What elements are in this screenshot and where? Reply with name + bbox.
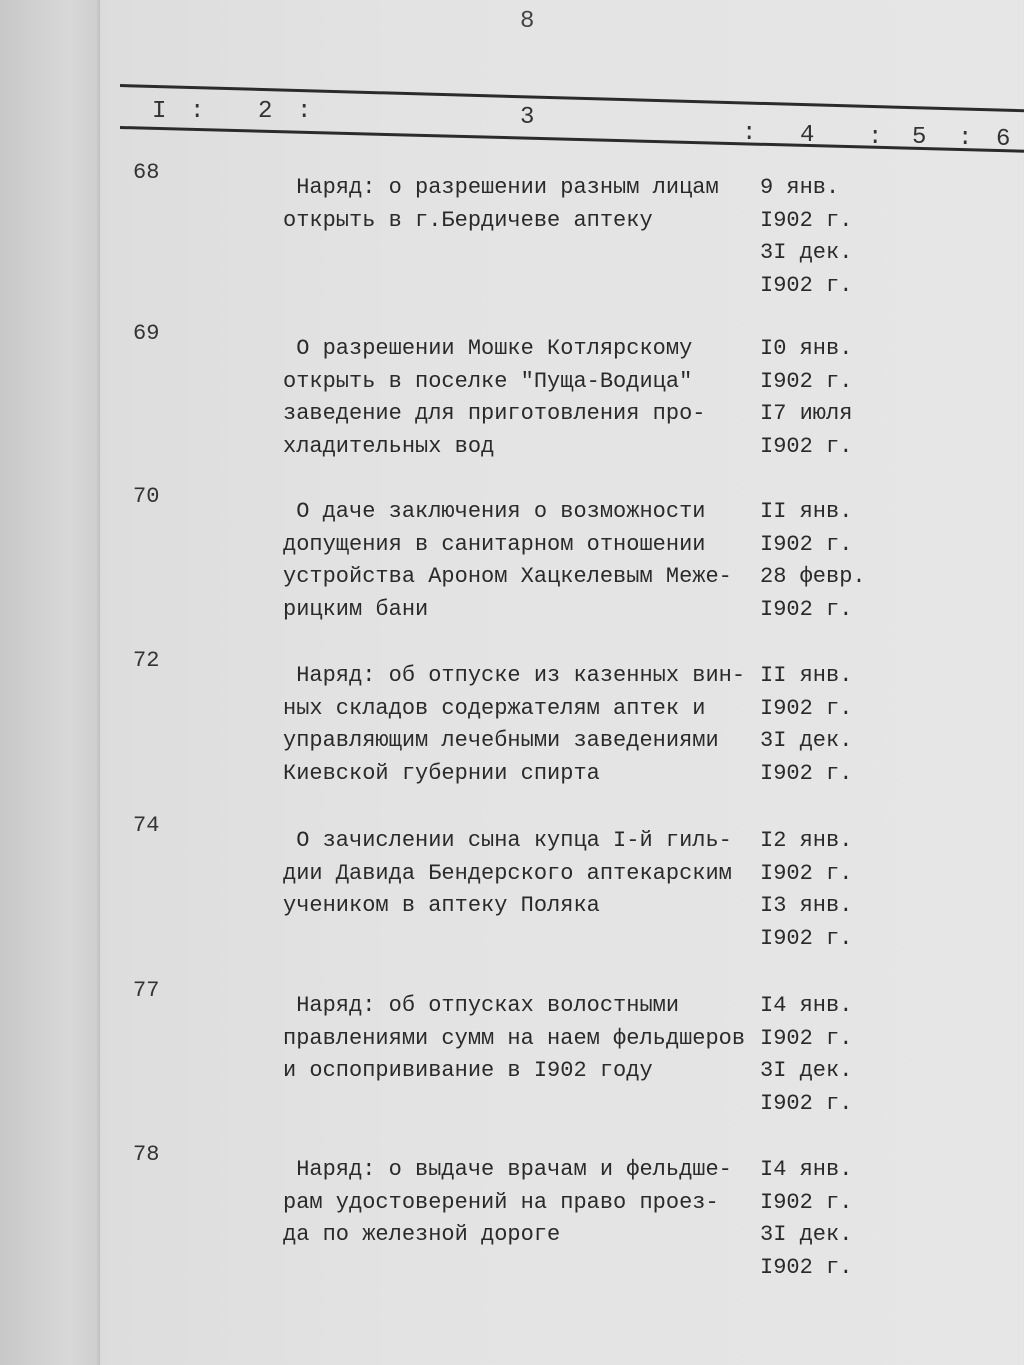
description-line: правлениями сумм на наем фельдшеров [283,1025,746,1051]
date-line: I902 г. [760,1025,853,1051]
date-line: 9 янв. [760,175,840,200]
entry-number: 72 [133,648,160,673]
header-col-2: 2 [258,98,273,125]
description-line: учеником в аптеку Поляка [283,893,600,918]
header-col-1: I [152,98,167,125]
date-line: 3I дек. [760,1058,853,1083]
description-line: допущения в санитарном отношении [283,531,706,557]
description-line: управляющим лечебными заведениями [283,728,719,753]
page-number: 8 [520,8,535,35]
date-line: I3 янв. [760,893,853,918]
header-col-6: 6 [996,126,1011,153]
date-line: I902 г. [760,207,853,233]
description-line: Наряд: об отпуске из казенных вин- [283,663,746,688]
date-line: I4 янв. [760,993,853,1018]
description-line: открыть в г.Бердичеве аптеку [283,207,653,233]
description-line: рицким бани [283,596,429,622]
description-line: и оспопрививание в I902 году [283,1058,653,1083]
entry-description [283,333,753,463]
entry-dates [760,333,852,463]
date-line: I902 г. [760,596,853,622]
facing-page-edge [0,0,100,1365]
header-col-4: 4 [800,122,815,149]
header-sep: : [958,125,973,152]
description-line: ных складов содержателям аптек и [283,695,706,721]
date-line: I902 г. [760,760,853,786]
description-line: рам удостоверений на право проез- [283,1189,719,1215]
description-line: открыть в поселке "Пуща-Водица" [283,368,693,394]
description-line: Наряд: о разрешении разным лицам [283,175,719,200]
date-line: I902 г. [760,860,853,886]
description-line: да по железной дороге [283,1222,561,1247]
date-line: I902 г. [760,1090,853,1116]
entry-dates [760,172,852,302]
entry-dates [760,1154,852,1284]
entry-description [283,1154,753,1252]
description-line: устройства Ароном Хацкелевым Меже- [283,564,732,589]
date-line: I902 г. [760,531,853,557]
entry-dates [760,496,866,626]
header-sep: : [868,124,883,151]
date-line: 3I дек. [760,240,853,265]
header-col-5: 5 [912,124,927,151]
date-line: I902 г. [760,925,853,951]
entry-number: 78 [133,1142,160,1167]
entry-description [283,990,753,1088]
date-line: I902 г. [760,272,853,298]
entry-description [283,660,753,790]
header-bottom-rule [120,126,1024,153]
description-line: О зачислении сына купца I-й гиль- [283,828,732,853]
entry-number: 77 [133,978,160,1003]
entry-description [283,825,753,923]
description-line: О даче заключения о возможности [283,499,706,524]
entry-dates [760,660,852,790]
date-line: I902 г. [760,1254,853,1280]
description-line: Наряд: о выдаче врачам и фельдше- [283,1157,732,1182]
date-line: I902 г. [760,368,853,394]
description-line: О разрешении Мошке Котлярскому [283,336,693,361]
entry-number: 69 [133,321,160,346]
date-line: I902 г. [760,433,853,459]
date-line: I7 июля [760,401,853,426]
header-sep: : [190,98,205,125]
description-line: дии Давида Бендерского аптекарским [283,860,732,886]
entry-dates [760,990,852,1120]
date-line: I2 янв. [760,828,853,853]
date-line: 28 февр. [760,564,866,589]
entry-number: 68 [133,160,160,185]
header-sep: : [742,120,757,147]
date-line: 3I дек. [760,728,853,753]
header-top-rule [120,84,1024,113]
entry-number: 74 [133,813,160,838]
description-line: заведение для приготовления про- [283,401,706,426]
date-line: I0 янв. [760,336,853,361]
entry-description [283,496,753,626]
date-line: I902 г. [760,1189,853,1215]
description-line: хладительных вод [283,433,495,459]
header-sep: : [297,98,312,125]
description-line: Наряд: об отпусках волостными [283,993,680,1018]
date-line: II янв. [760,663,853,688]
entry-description [283,172,753,237]
date-line: I902 г. [760,695,853,721]
entry-number: 70 [133,484,160,509]
date-line: 3I дек. [760,1222,853,1247]
date-line: I4 янв. [760,1157,853,1182]
description-line: Киевской губернии спирта [283,760,600,786]
date-line: II янв. [760,499,853,524]
header-col-3: 3 [520,104,535,131]
entry-dates [760,825,852,955]
